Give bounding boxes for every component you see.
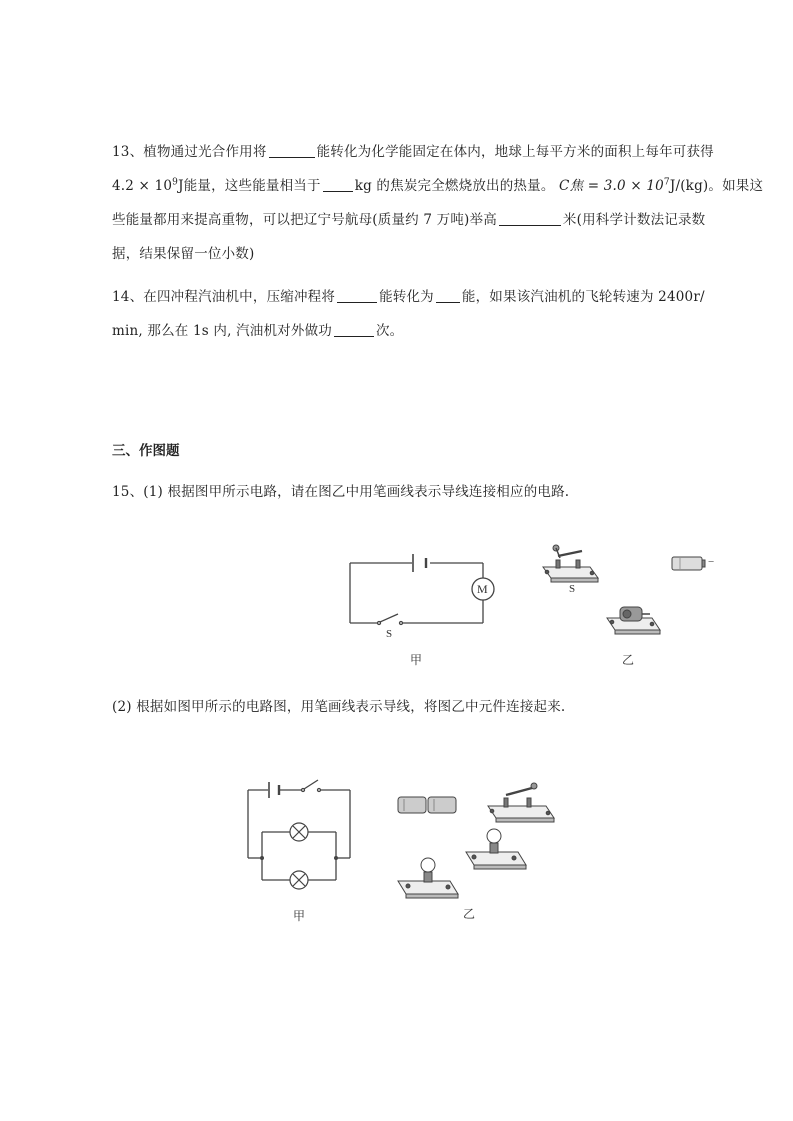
q14-text-2a: min, 那么在 1s 内, 汽油机对外做功 <box>112 323 332 339</box>
section-3-title: 三、作图题 <box>112 443 180 459</box>
q14-text-1c: 能，如果该汽油机的飞轮转速为 2400r/ <box>461 289 705 305</box>
q14-text-1b: 能转化为 <box>379 289 434 305</box>
fig1-motor-label: M <box>477 582 488 596</box>
fig1-minus-label: − <box>708 556 715 568</box>
q13-text-3b: 米(用科学计数法记录数 <box>562 212 706 228</box>
q13-text-1a: 13、植物通过光合作用将 <box>112 144 267 160</box>
fig1-caption-a: 甲 <box>410 653 423 667</box>
fig2-lamp-model-icon-left <box>398 858 458 898</box>
fig1-caption-b: 乙 <box>622 653 635 667</box>
fig2-lamp-model-icon-right <box>466 829 526 869</box>
fig1-switch-label-b: S <box>569 583 576 595</box>
q13-exp-2: 7 <box>663 177 670 188</box>
q13-text-1b: 能转化为化学能固定在体内，地球上每平方米的面积上每年可获得 <box>316 144 714 160</box>
q13-text-3a: 些能量都用来提高重物，可以把辽宁号航母(质量约 7 万吨)举高 <box>112 212 497 228</box>
q15-part-1: 15、(1) 根据图甲所示电路，请在图乙中用笔画线表示导线连接相应的电路. <box>112 484 570 500</box>
q13-formula-b: J/(kg)。如果这 <box>669 178 764 194</box>
q14-text-2b: 次。 <box>375 323 404 339</box>
q13-exp-1: 9 <box>172 177 179 188</box>
fig2-caption-a: 甲 <box>293 909 306 923</box>
q13-text-2c: kg 的焦炭完全燃烧放出的热量。 <box>354 178 555 194</box>
q14-text-1a: 14、在四冲程汽油机中，压缩冲程将 <box>112 289 336 305</box>
q13-text-2a: 4.2 × 10 <box>112 178 173 194</box>
q13-formula: C焦 = 3.0 × 10 <box>559 178 664 194</box>
fig2-battery-pack-icon <box>398 797 456 813</box>
fig1-switch-label-a: S <box>386 628 393 640</box>
fig2-knife-switch-icon <box>488 783 554 822</box>
q13-line-4: 据，结果保留一位小数) <box>112 246 255 262</box>
fig2-caption-b: 乙 <box>463 907 476 921</box>
q13-text-2b: J能量，这些能量相当于 <box>178 178 321 194</box>
q15-part-2: (2) 根据如图甲所示的电路图，用笔画线表示导线，将图乙中元件连接起来. <box>112 699 566 715</box>
